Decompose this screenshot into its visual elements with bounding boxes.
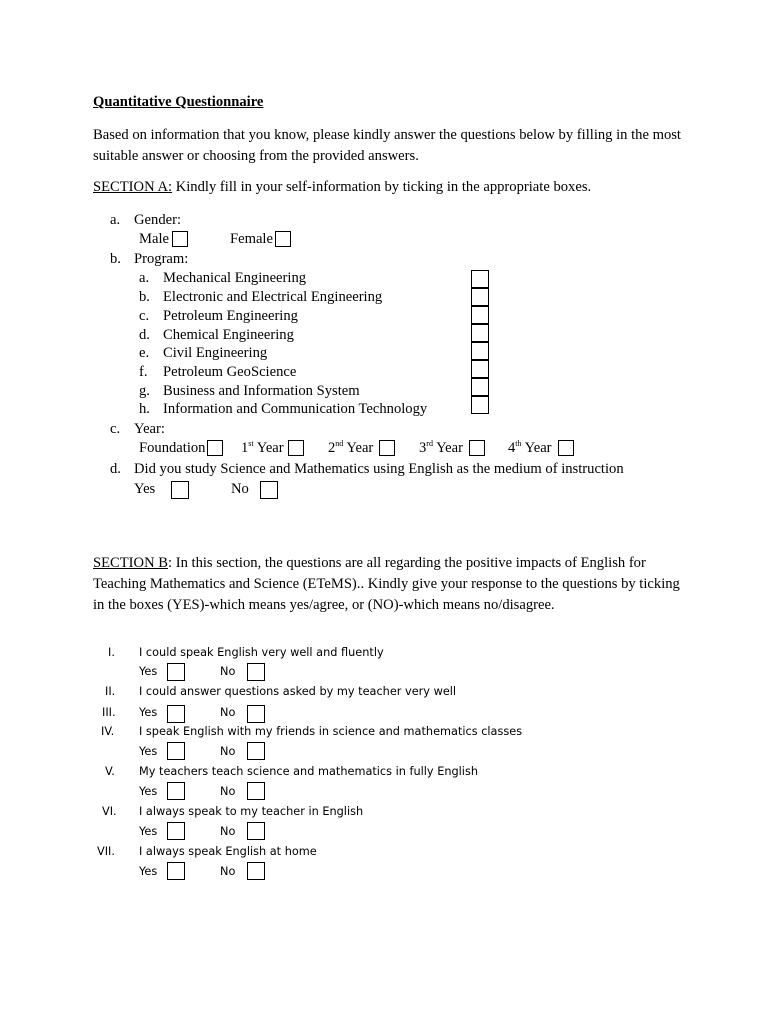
question-1-yes-label: Yes: [139, 665, 158, 678]
question-1-number: I.: [108, 646, 115, 659]
program-option-ict: Information and Communication Technology: [163, 401, 428, 417]
question-3-no-checkbox[interactable]: [247, 705, 265, 723]
program-marker-b: b.: [139, 289, 150, 305]
program-marker: b.: [110, 251, 121, 267]
question-3-yes-label: Yes: [139, 706, 158, 719]
program-checkbox-geoscience[interactable]: [471, 360, 489, 378]
program-checkbox-petroleum[interactable]: [471, 306, 489, 324]
year-1-checkbox[interactable]: [288, 440, 304, 456]
program-checkbox-mechanical[interactable]: [471, 270, 489, 288]
program-checkbox-chemical[interactable]: [471, 324, 489, 342]
year-2-checkbox[interactable]: [379, 440, 395, 456]
question-7-number: VII.: [97, 845, 115, 858]
program-marker-h: h.: [139, 401, 150, 417]
question-4-number: IV.: [101, 725, 115, 738]
program-checkbox-civil[interactable]: [471, 342, 489, 360]
year-2-label: 2nd Year: [328, 439, 374, 456]
question-1-text: I could speak English very well and fluently: [139, 646, 384, 659]
question-4-yes-label: Yes: [139, 745, 158, 758]
program-option-business: Business and Information System: [163, 383, 360, 399]
question-2-number: II.: [105, 685, 116, 698]
gender-female-label: Female: [230, 231, 273, 247]
year-1-label: 1st Year: [241, 439, 284, 456]
question-6-text: I always speak to my teacher in English: [139, 805, 364, 818]
question-5-no-label: No: [220, 785, 236, 798]
section-b-label: SECTION B: [93, 555, 168, 571]
program-marker-f: f.: [139, 364, 148, 380]
question-3-yes-checkbox[interactable]: [167, 705, 185, 723]
question-6-no-label: No: [220, 825, 236, 838]
program-label: Program:: [134, 251, 189, 267]
program-option-geoscience: Petroleum GeoScience: [163, 364, 297, 380]
question-6-number: VI.: [102, 805, 117, 818]
question-4-text: I speak English with my friends in science and mathematics classes: [139, 725, 523, 738]
medium-marker: d.: [110, 461, 121, 477]
section-b-paragraph: [93, 553, 683, 616]
program-checkbox-ict[interactable]: [471, 396, 489, 414]
gender-marker: a.: [110, 212, 121, 228]
year-label: Year:: [134, 421, 165, 437]
question-6-no-checkbox[interactable]: [247, 822, 265, 840]
year-4-label: 4th Year: [508, 439, 552, 456]
program-option-civil: Civil Engineering: [163, 345, 268, 361]
question-7-text: I always speak English at home: [139, 845, 317, 858]
question-5-number: V.: [105, 765, 115, 778]
question-7-yes-checkbox[interactable]: [167, 862, 185, 880]
question-7-no-checkbox[interactable]: [247, 862, 265, 880]
medium-no-label: No: [231, 481, 249, 497]
question-5-no-checkbox[interactable]: [247, 782, 265, 800]
program-marker-a: a.: [139, 270, 150, 286]
section-a-label: SECTION A:: [93, 179, 173, 195]
question-4-no-checkbox[interactable]: [247, 742, 265, 760]
program-option-electronic: Electronic and Electrical Engineering: [163, 289, 383, 305]
section-a-heading: [93, 179, 591, 196]
page-title: Quantitative Questionnaire: [93, 94, 264, 110]
program-option-mechanical: Mechanical Engineering: [163, 270, 307, 286]
section-b-instruction: : In this section, the questions are all regarding the positive impacts of English for Teaching Mathematics and Science (ETeMS).. Kindly give your response to the questions by ticking in the boxes (YES)-which means yes/agree, or (NO)-which means no/disagree.: [93, 555, 680, 613]
question-5-text: My teachers teach science and mathematics in fully English: [139, 765, 478, 778]
question-6-yes-label: Yes: [139, 825, 158, 838]
gender-female-checkbox[interactable]: [275, 231, 291, 247]
question-1-no-checkbox[interactable]: [247, 663, 265, 681]
program-option-petroleum: Petroleum Engineering: [163, 308, 298, 324]
section-a-instruction: Kindly fill in your self-information by ticking in the appropriate boxes.: [172, 179, 592, 195]
question-1-yes-checkbox[interactable]: [167, 663, 185, 681]
question-4-no-label: No: [220, 745, 236, 758]
gender-male-checkbox[interactable]: [172, 231, 188, 247]
question-7-no-label: No: [220, 865, 236, 878]
year-3-label: 3rd Year: [419, 439, 463, 456]
medium-yes-label: Yes: [134, 481, 156, 497]
question-5-yes-checkbox[interactable]: [167, 782, 185, 800]
question-5-yes-label: Yes: [139, 785, 158, 798]
question-3-number: III.: [102, 706, 116, 719]
medium-question: Did you study Science and Mathematics using English as the medium of instruction: [134, 461, 624, 477]
question-3-no-label: No: [220, 706, 236, 719]
year-foundation-checkbox[interactable]: [207, 440, 223, 456]
year-4-checkbox[interactable]: [558, 440, 574, 456]
year-foundation-label: Foundation: [139, 440, 206, 456]
program-checkbox-business[interactable]: [471, 378, 489, 396]
question-2-text: I could answer questions asked by my teacher very well: [139, 685, 457, 698]
year-marker: c.: [110, 421, 121, 437]
question-1-no-label: No: [220, 665, 236, 678]
year-3-checkbox[interactable]: [469, 440, 485, 456]
program-option-chemical: Chemical Engineering: [163, 327, 294, 343]
medium-no-checkbox[interactable]: [260, 481, 278, 499]
gender-male-label: Male: [139, 231, 169, 247]
program-marker-e: e.: [139, 345, 150, 361]
medium-yes-checkbox[interactable]: [171, 481, 189, 499]
question-7-yes-label: Yes: [139, 865, 158, 878]
program-marker-c: c.: [139, 308, 150, 324]
question-4-yes-checkbox[interactable]: [167, 742, 185, 760]
question-6-yes-checkbox[interactable]: [167, 822, 185, 840]
intro-paragraph: Based on information that you know, please kindly answer the questions below by filling in the most suitable answer or choosing from the provided answers.: [93, 127, 681, 164]
gender-label: Gender:: [134, 212, 182, 228]
program-marker-d: d.: [139, 327, 150, 343]
program-checkbox-electronic[interactable]: [471, 288, 489, 306]
program-marker-g: g.: [139, 383, 150, 399]
